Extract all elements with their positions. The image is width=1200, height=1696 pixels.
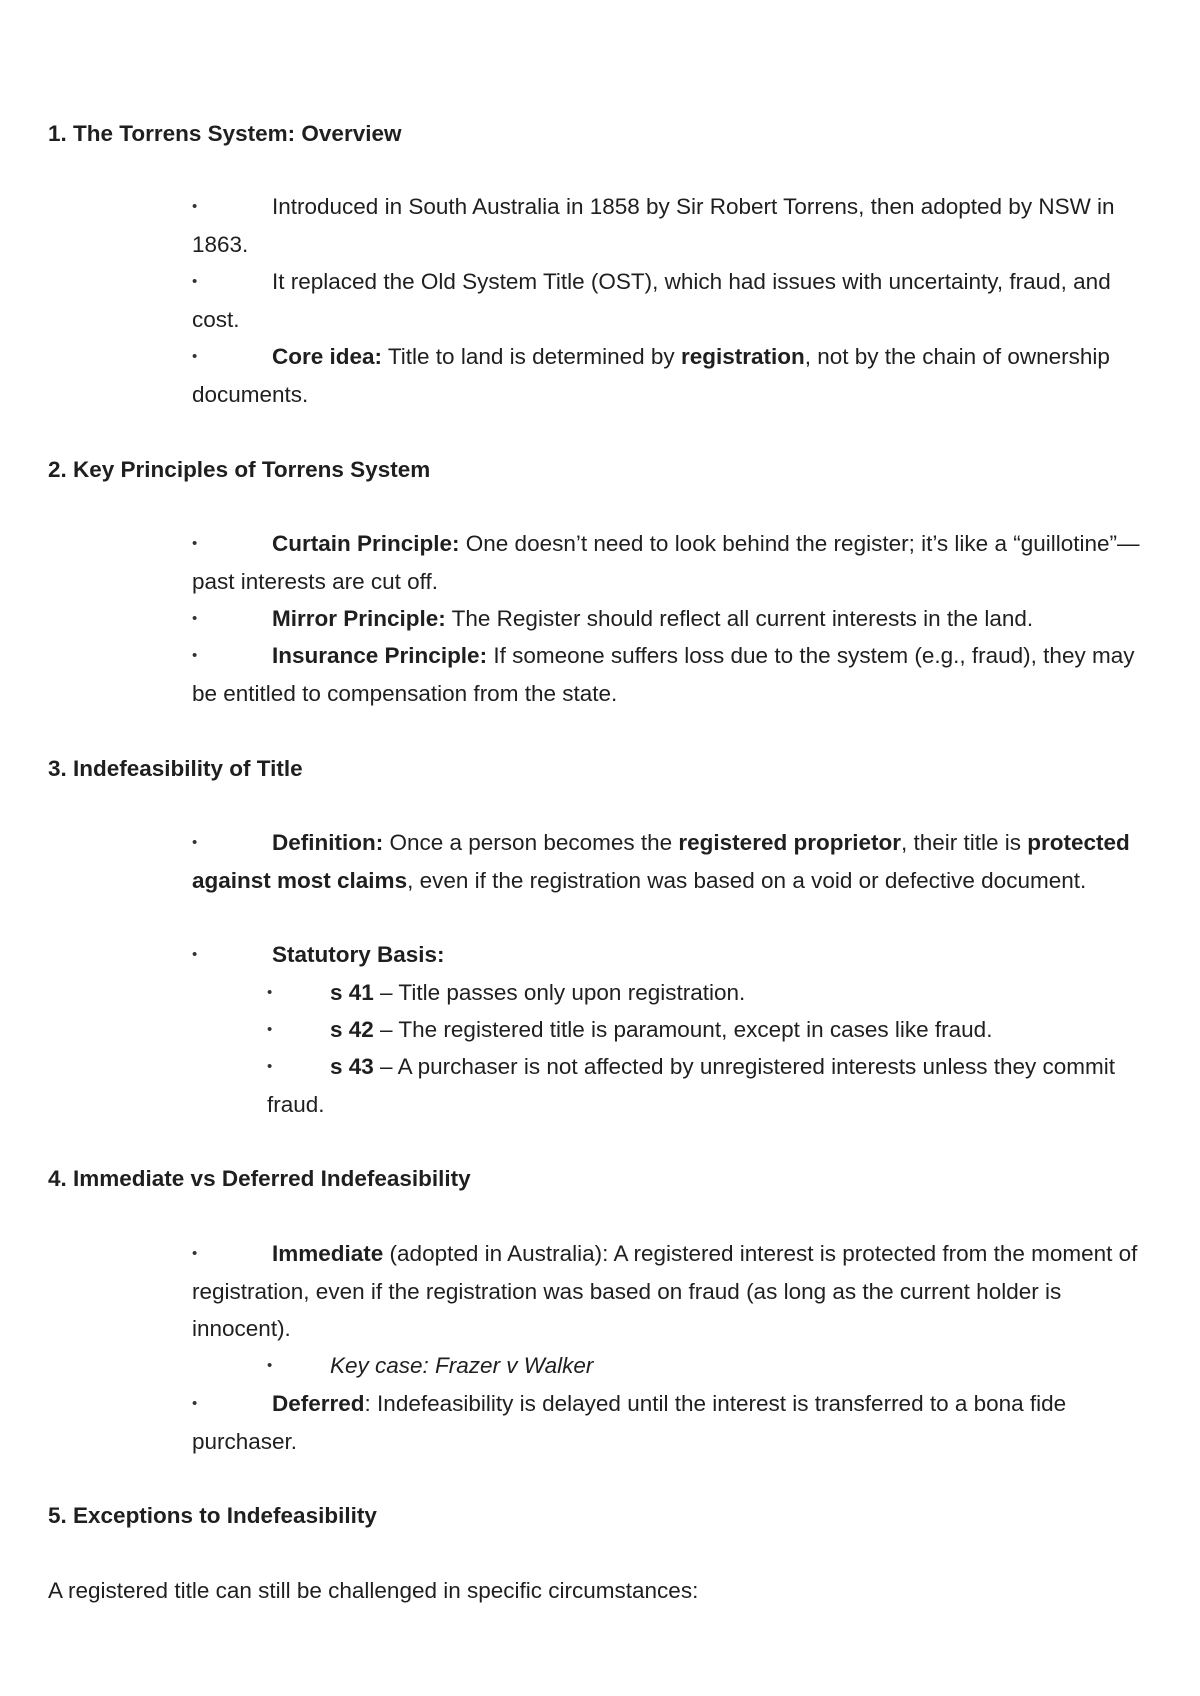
list-item: • Introduced in South Australia in 1858 by Sir Robert Torrens, then adopted by NSW in 1863. [192, 194, 1115, 257]
list-item: • Deferred: Indefeasibility is delayed until the interest is transferred to a bona fide purchaser. [192, 1391, 1067, 1454]
list-item: • Definition: Once a person becomes the registered proprietor, their title is protected against most claims, even if the registration was based on a void or defective document. [192, 830, 1130, 893]
section-heading-5: 5. Exceptions to Indefeasibility [48, 1503, 377, 1528]
list-item: • Insurance Principle: If someone suffers loss due to the system (e.g., fraud), they may be entitled to compensation from the state. [192, 643, 1135, 706]
sub-list-item: • s 43 – A purchaser is not affected by unregistered interests unless they commit fraud. [267, 1054, 1116, 1117]
list-item: • Mirror Principle: The Register should reflect all current interests in the land. [192, 606, 1034, 631]
sub-list-item: • Key case: Frazer v Walker [267, 1353, 594, 1378]
section-heading-1: 1. The Torrens System: Overview [48, 121, 402, 146]
list-item: • Statutory Basis: [192, 942, 445, 967]
list-item: • Immediate (adopted in Australia): A registered interest is protected from the moment of registration, even if the registration was based on fraud (as long as the current holder is innocent). [192, 1241, 1138, 1341]
sub-list-item: • s 41 – Title passes only upon registration. [267, 980, 746, 1005]
list-item: • It replaced the Old System Title (OST), which had issues with uncertainty, fraud, and cost. [192, 269, 1111, 332]
list-item: • Curtain Principle: One doesn’t need to look behind the register; it’s like a “guillotine”—past interests are cut off. [192, 531, 1140, 594]
sub-list-item: • s 42 – The registered title is paramount, except in cases like fraud. [267, 1017, 993, 1042]
paragraph: A registered title can still be challenged in specific circumstances: [48, 1578, 699, 1603]
section-heading-2: 2. Key Principles of Torrens System [48, 457, 431, 482]
list-item: • Core idea: Title to land is determined by registration, not by the chain of ownership documents. [192, 344, 1110, 407]
section-heading-3: 3. Indefeasibility of Title [48, 756, 303, 781]
section-heading-4: 4. Immediate vs Deferred Indefeasibility [48, 1166, 471, 1191]
